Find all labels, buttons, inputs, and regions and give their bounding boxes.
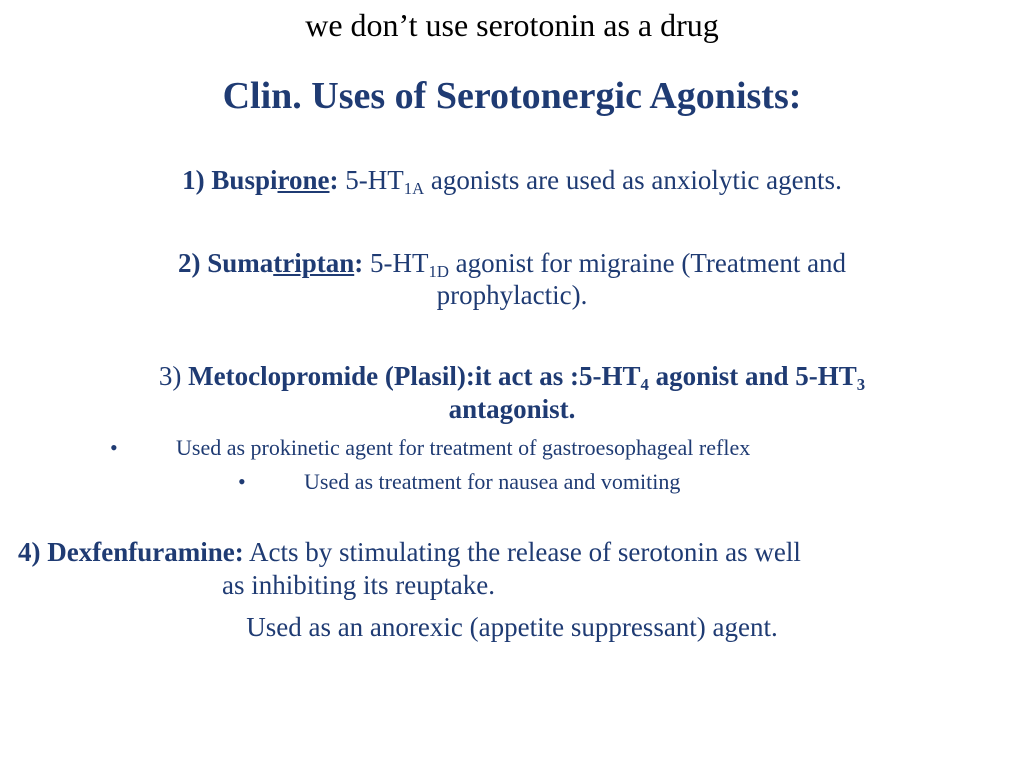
slide-subtitle: we don’t use serotonin as a drug xyxy=(305,7,719,43)
receptor-subscript-a: 4 xyxy=(640,375,649,395)
bullet-item xyxy=(110,436,930,464)
drug-name-suffix: rone xyxy=(277,165,330,195)
drug-name-prefix: Buspi xyxy=(211,165,278,195)
bullet-symbol: • xyxy=(110,435,118,460)
item-number: 3) xyxy=(158,361,189,391)
receptor-subscript-b: 3 xyxy=(856,375,866,395)
item-description-continued: as inhibiting its reuptake. xyxy=(222,570,495,600)
item-title-b: agonist and 5-HT xyxy=(648,361,857,391)
item-description: agonists are used as anxiolytic agents. xyxy=(424,165,842,195)
list-item-metoclopromide xyxy=(0,361,1024,395)
item-note: Used as an anorexic (appetite suppressant) agent. xyxy=(246,612,778,642)
drug-name-prefix: Suma xyxy=(207,248,274,278)
bullet-text: Used as prokinetic agent for treatment of gastroesophageal reflex xyxy=(176,435,751,460)
bullet-item xyxy=(238,470,838,498)
receptor-subscript: 1D xyxy=(428,262,449,282)
drug-name-suffix: triptan xyxy=(273,248,355,278)
item-title: 4) Dexfenfuramine: xyxy=(18,537,244,567)
receptor-subscript: 1A xyxy=(403,179,425,199)
bullet-symbol: • xyxy=(238,469,246,494)
list-item-dexfenfuramine xyxy=(18,538,1018,568)
item-number: 2) xyxy=(177,248,208,278)
slide-heading: Clin. Uses of Serotonergic Agonists: xyxy=(222,75,802,117)
receptor-lead: 5-HT xyxy=(363,248,429,278)
item-title-continued: antagonist. xyxy=(448,394,576,424)
item-title-a: Metoclopromide (Plasil):it act as :5-HT xyxy=(188,361,641,391)
item-description: agonist for migraine (Treatment and xyxy=(448,248,847,278)
item-description-continued: prophylactic). xyxy=(436,280,588,310)
receptor-lead: 5-HT xyxy=(338,165,404,195)
list-item-sumatriptan xyxy=(0,248,1024,282)
drug-name-colon: : xyxy=(354,248,364,278)
bullet-text: Used as treatment for nausea and vomiting xyxy=(304,469,681,494)
item-description: Acts by stimulating the release of serotonin as well xyxy=(243,537,801,567)
list-item-buspirone xyxy=(0,165,1024,199)
item-number: 1) xyxy=(182,165,212,195)
drug-name-colon: : xyxy=(329,165,339,195)
